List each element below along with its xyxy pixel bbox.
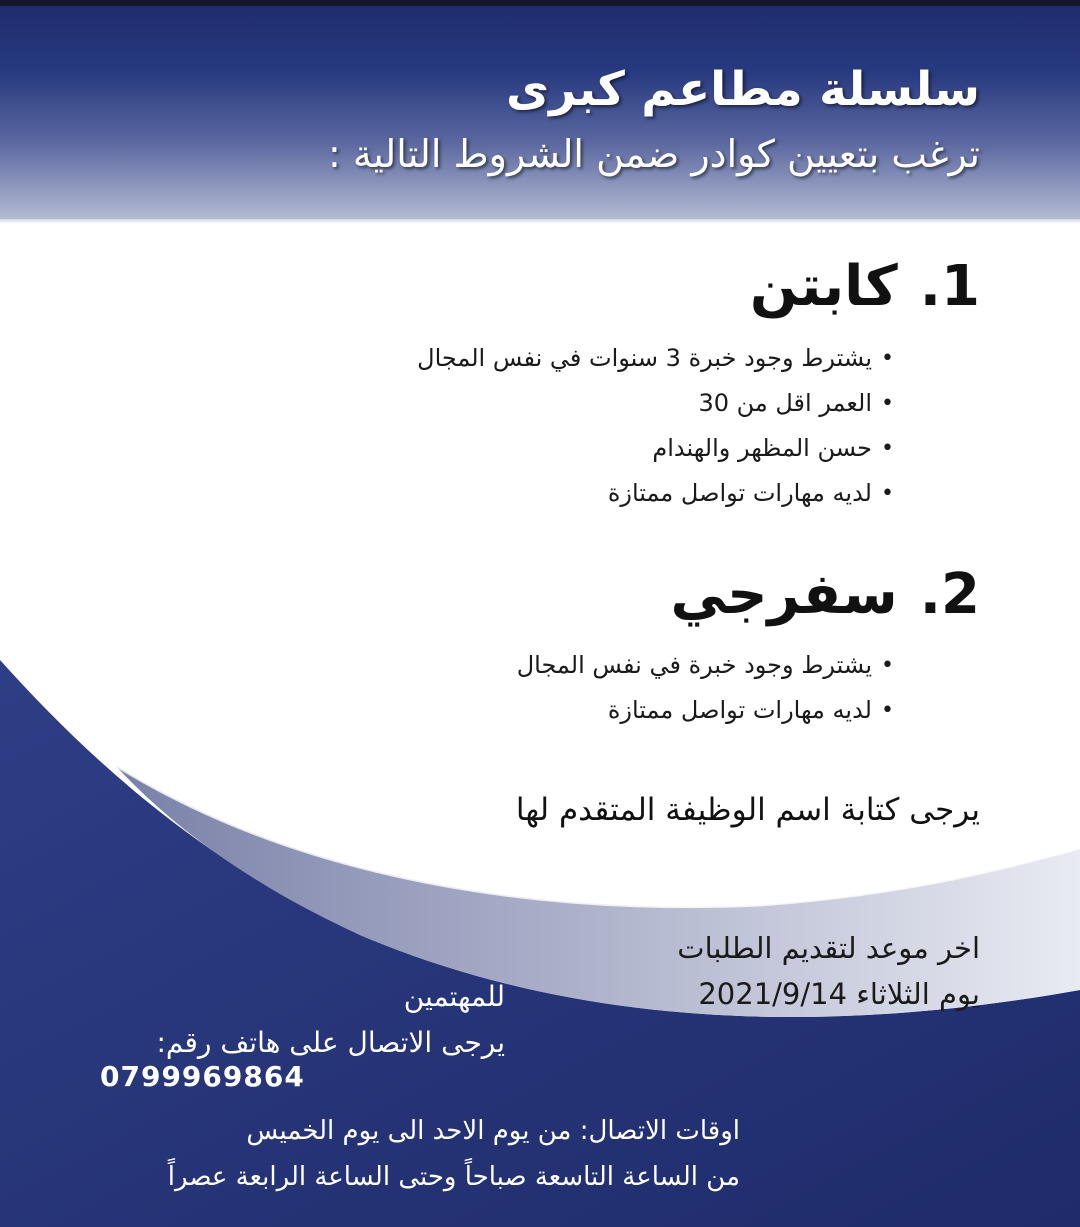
deadline-block xyxy=(677,925,980,1017)
job-heading-captain xyxy=(750,254,980,319)
contact-times: من الساعة التاسعة صباحاً وحتى الساعة الرابعة عصراً xyxy=(167,1162,740,1192)
job-title: كابتن xyxy=(749,254,898,319)
list-item: • يشترط وجود خبرة في نفس المجال xyxy=(190,643,890,688)
contact-instruction: يرجى الاتصال على هاتف رقم: xyxy=(156,1026,505,1059)
job-heading-waiter xyxy=(671,562,980,627)
list-item: • لديه مهارات تواصل ممتازة xyxy=(190,688,890,733)
phone-number: 0799969864 xyxy=(100,1060,305,1093)
poster-subtitle: ترغب بتعيين كوادر ضمن الشروط التالية : xyxy=(327,132,980,176)
header-edge xyxy=(0,219,1080,224)
job-title: سفرجي xyxy=(670,562,898,627)
list-item: • العمر اقل من 30 xyxy=(190,381,890,426)
poster-title: سلسلة مطاعم كبرى xyxy=(506,62,980,117)
contact-block xyxy=(156,974,505,1066)
contact-hours xyxy=(168,1108,740,1200)
list-item: • لديه مهارات تواصل ممتازة xyxy=(190,471,890,516)
deadline-label: اخر موعد لتقديم الطلبات xyxy=(677,931,980,965)
job-number: 2. xyxy=(919,562,980,627)
job-number: 1. xyxy=(919,254,980,319)
contact-intro: للمهتمين xyxy=(403,980,505,1013)
deadline-date: يوم الثلاثاء 2021/9/14 xyxy=(698,977,980,1011)
waiter-requirements-list xyxy=(190,643,890,733)
application-note: يرجى كتابة اسم الوظيفة المتقدم لها xyxy=(515,792,980,828)
captain-requirements-list xyxy=(190,336,890,516)
list-item: • حسن المظهر والهندام xyxy=(190,426,890,471)
list-item: • يشترط وجود خبرة 3 سنوات في نفس المجال xyxy=(190,336,890,381)
contact-days: اوقات الاتصال: من يوم الاحد الى يوم الخميس xyxy=(246,1116,740,1146)
